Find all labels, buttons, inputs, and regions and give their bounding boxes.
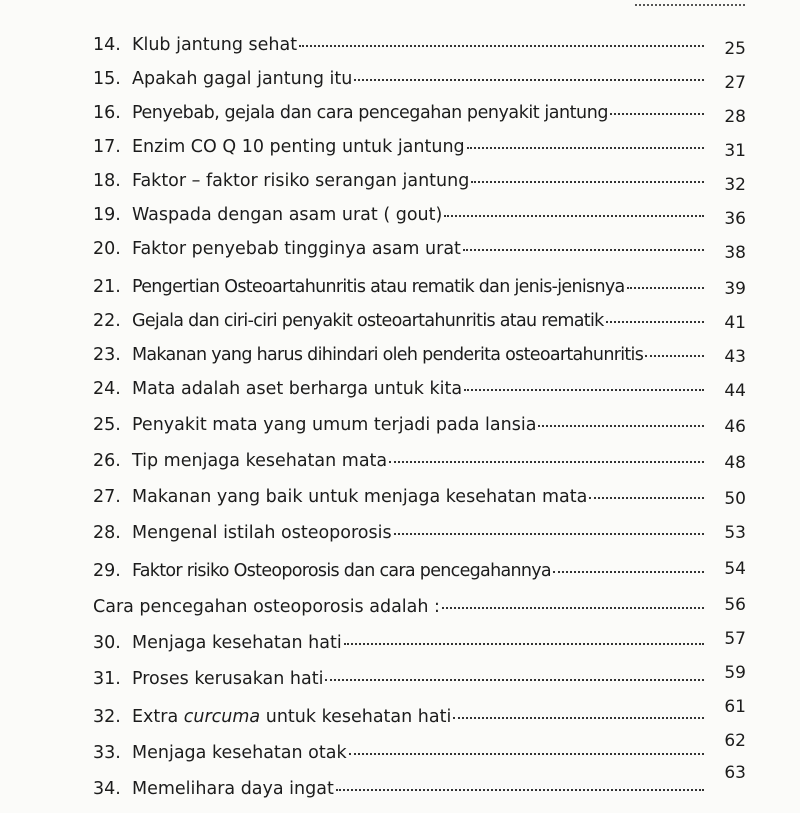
entry-title: Enzim CO Q 10 penting untuk jantung [132,137,465,157]
toc-entry [0,446,800,476]
dot-leader [442,607,704,609]
entry-page: 41 [724,313,746,333]
entry-number: 24. [93,379,121,399]
toc-entry [0,697,800,732]
entry-title: Memelihara daya ingat [132,779,334,799]
dot-leader [389,461,704,463]
entry-title: Klub jantung sehat [132,35,298,55]
dot-leader [394,533,704,535]
dot-leader [606,321,704,323]
entry-page: 27 [724,73,746,93]
dot-leader [467,147,704,149]
toc-entry [0,340,800,370]
dot-leader [344,643,704,645]
toc-entry [0,482,800,512]
entry-number: 16. [93,103,121,123]
entry-page: 56 [724,595,746,615]
entry-page: 25 [724,39,746,59]
dot-leader [464,389,704,391]
dot-leader [589,497,704,499]
toc-entry [0,272,800,302]
entry-page: 62 [724,731,746,751]
entry-page: 61 [724,697,746,717]
toc-entry [0,200,800,230]
toc-entry [0,731,800,768]
entry-page: 63 [724,763,746,783]
dot-leader [299,45,704,47]
toc-entry [0,518,800,548]
entry-number: 17. [93,137,121,157]
entry-page: 54 [724,559,746,579]
entry-page: 46 [724,417,746,437]
entry-number: 14. [93,35,121,55]
toc-entry [0,132,800,162]
entry-number: 34. [93,779,121,799]
toc-entry [0,166,800,196]
entry-title: Tip menjaga kesehatan mata [132,451,388,471]
entry-number: 15. [93,69,121,89]
entry-title: Cara pencegahan osteoporosis adalah : [93,597,440,617]
top-dot-leader [635,4,745,6]
entry-title: Makanan yang baik untuk menjaga kesehatan mata [132,487,588,507]
dot-leader [471,181,704,183]
entry-page: 50 [724,489,746,509]
dot-leader [538,425,704,427]
entry-title: Pengertian Osteoartahunritis atau rematik dan jenis-jenisnya [132,277,625,297]
entry-title: Waspada dengan asam urat ( gout) [132,205,443,225]
toc-entry [0,410,800,440]
entry-page: 32 [724,175,746,195]
entry-page: 57 [724,629,746,649]
entry-number: 26. [93,451,121,471]
entry-page: 43 [724,347,746,367]
toc-entry [0,64,800,94]
dot-leader [627,287,704,289]
entry-title: Faktor – faktor risiko serangan jantung [132,171,470,191]
entry-number: 19. [93,205,121,225]
toc-entry [0,234,800,264]
entry-number: 22. [93,311,121,331]
dot-leader [354,79,704,81]
entry-page: 39 [724,279,746,299]
entry-number: 27. [93,487,121,507]
dot-leader [610,113,704,115]
entry-title: Menjaga kesehatan hati [132,633,342,653]
entry-page: 53 [724,523,746,543]
entry-number: 18. [93,171,121,191]
entry-number: 31. [93,669,121,689]
entry-title: Mengenal istilah osteoporosis [132,523,392,543]
toc-entry [0,30,800,60]
entry-number: 23. [93,345,121,365]
entry-page: 31 [724,141,746,161]
entry-page: 28 [724,107,746,127]
entry-number: 20. [93,239,121,259]
entry-title: Extra curcuma untuk kesehatan hati [132,707,452,727]
toc-entry [0,592,800,622]
dot-leader [325,679,704,681]
toc-entry [0,664,800,694]
dot-leader [453,717,704,719]
entry-title: Makanan yang harus dihindari oleh penderita osteoartahunritis [132,345,644,365]
entry-title: Apakah gagal jantung itu [132,69,353,89]
toc-entry [0,763,800,804]
entry-number: 33. [93,743,121,763]
toc-entry [0,374,800,404]
entry-page: 38 [724,243,746,263]
dot-leader [463,249,704,251]
entry-number: 28. [93,523,121,543]
dot-leader [336,789,704,791]
dot-leader [444,215,704,217]
entry-number: 29. [93,561,121,581]
entry-number: 21. [93,277,121,297]
entry-title: Faktor risiko Osteoporosis dan cara pencegahannya [132,561,551,581]
dot-leader [645,355,704,357]
entry-number: 32. [93,707,121,727]
dot-leader [349,753,704,755]
entry-title: Faktor penyebab tingginya asam urat [132,239,461,259]
toc-entry [0,98,800,128]
entry-title: Proses kerusakan hati [132,669,324,689]
entry-page: 59 [724,663,746,683]
entry-title: Penyebab, gejala dan cara pencegahan penyakit jantung [132,103,609,123]
toc-entry [0,628,800,658]
entry-title: Menjaga kesehatan otak [132,743,347,763]
entry-title: Gejala dan ciri-ciri penyakit osteoartahunritis atau rematik [132,311,604,331]
dot-leader [553,571,704,573]
entry-number: 25. [93,415,121,435]
entry-page: 44 [724,381,746,401]
toc-entry [0,556,800,586]
entry-title: Penyakit mata yang umum terjadi pada lansia [132,415,537,435]
entry-title: Mata adalah aset berharga untuk kita [132,379,463,399]
entry-page: 48 [724,453,746,473]
entry-page: 36 [724,209,746,229]
entry-number: 30. [93,633,121,653]
toc-entry [0,306,800,336]
